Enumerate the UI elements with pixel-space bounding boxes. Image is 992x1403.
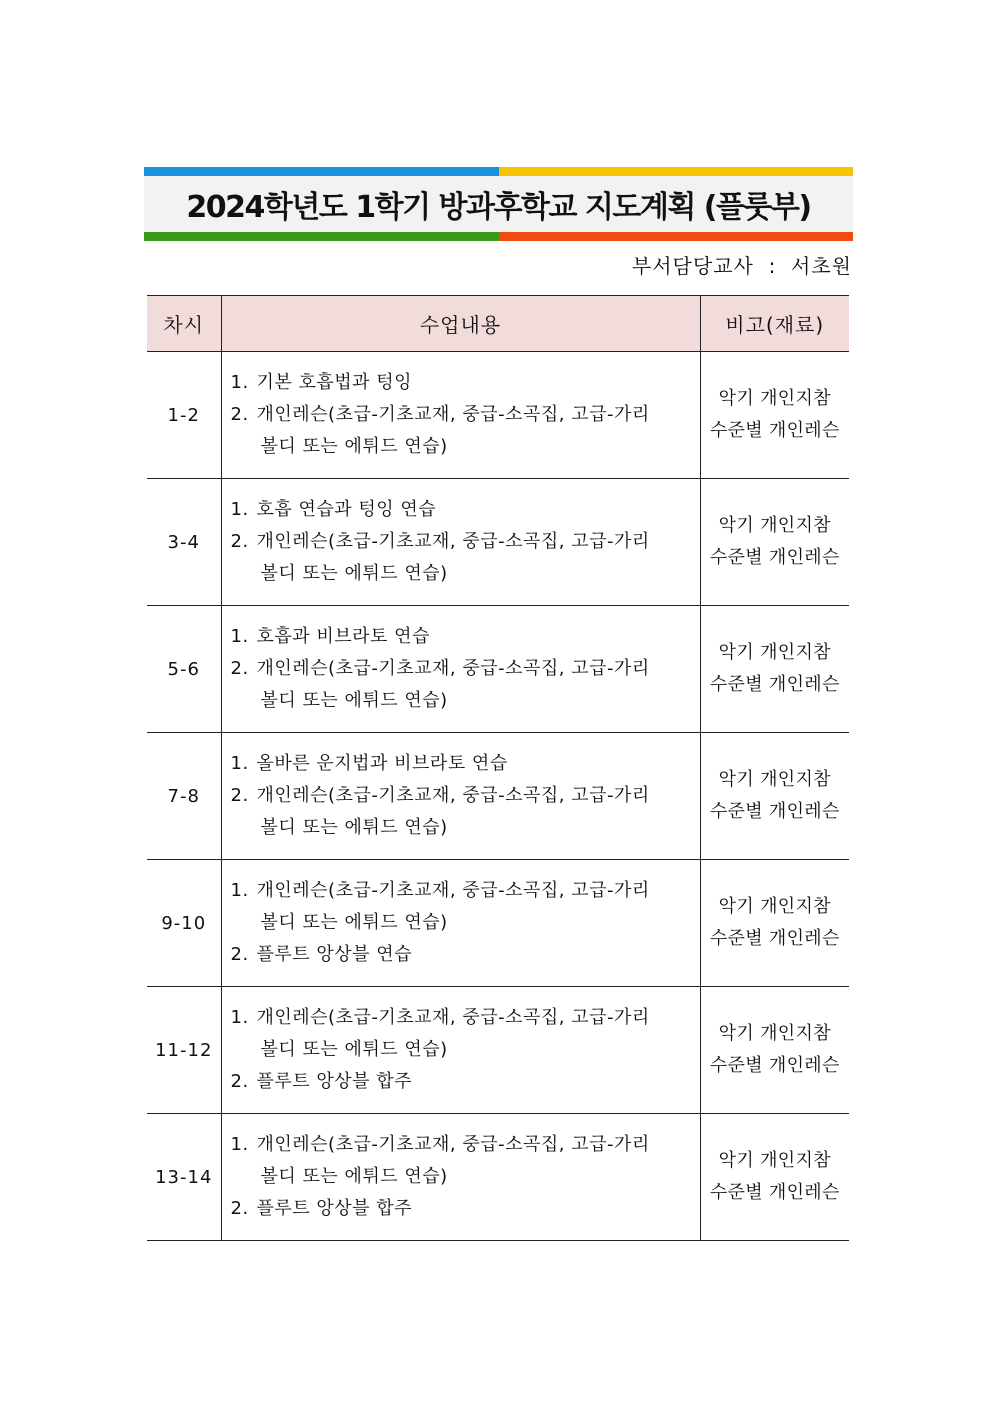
content-line: [231, 907, 700, 939]
table-body: [147, 352, 849, 1241]
teacher-separator: :: [768, 254, 777, 278]
line-text: 호흡과 비브라토 연습: [256, 626, 430, 647]
line-number: 1.: [230, 753, 249, 774]
line-text: 플루트 앙상블 합주: [256, 1071, 413, 1092]
content-line: [231, 526, 700, 558]
content-line: [231, 1193, 700, 1225]
line-text: 볼디 또는 에튀드 연습): [260, 1166, 448, 1187]
table-row: [147, 733, 849, 860]
content-cell: [221, 606, 700, 733]
line-text: 개인레슨(초급-기초교재, 중급-소곡집, 고급-가리: [256, 658, 650, 679]
note-line: 악기 개인지참: [718, 1150, 831, 1171]
table-header-row: [147, 296, 849, 352]
table-row: [147, 987, 849, 1114]
line-text: 개인레슨(초급-기초교재, 중급-소곡집, 고급-가리: [256, 531, 650, 552]
line-text: 플루트 앙상블 연습: [256, 944, 413, 965]
content-line: [231, 812, 700, 844]
line-text: 개인레슨(초급-기초교재, 중급-소곡집, 고급-가리: [256, 785, 650, 806]
line-text: 볼디 또는 에튀드 연습): [260, 912, 448, 933]
notes-cell: [700, 987, 849, 1114]
table-row: [147, 352, 849, 479]
line-text: 개인레슨(초급-기초교재, 중급-소곡집, 고급-가리: [256, 404, 650, 425]
banner-stripe-blue: [144, 167, 499, 176]
content-line: [231, 685, 700, 717]
note-line: 악기 개인지참: [718, 515, 831, 536]
content-line: [231, 939, 700, 971]
notes-cell: [700, 479, 849, 606]
content-cell: [221, 733, 700, 860]
line-number: 1.: [230, 880, 249, 901]
note-line: 악기 개인지참: [718, 388, 831, 409]
line-number: 2.: [230, 944, 249, 965]
table-row: [147, 606, 849, 733]
content-line: [231, 1161, 700, 1193]
line-text: 올바른 운지법과 비브라토 연습: [256, 753, 508, 774]
lesson-plan-table: [147, 295, 849, 1241]
line-number: 2.: [230, 785, 249, 806]
banner-stripe-orange: [499, 232, 853, 241]
notes-cell: [700, 1114, 849, 1241]
teacher-label: 부서담당교사: [631, 254, 754, 278]
notes-cell: [700, 860, 849, 987]
note-line: 악기 개인지참: [718, 896, 831, 917]
content-line: [231, 875, 700, 907]
content-line: [231, 431, 700, 463]
line-text: 개인레슨(초급-기초교재, 중급-소곡집, 고급-가리: [256, 880, 650, 901]
banner-body: [144, 176, 853, 232]
header-content: 수업내용: [221, 296, 700, 352]
line-text: 기본 호흡법과 텅잉: [256, 372, 413, 393]
session-cell: 3-4: [147, 479, 221, 606]
table-row: [147, 860, 849, 987]
note-line: 수준별 개인레슨: [709, 674, 840, 695]
table-row: [147, 479, 849, 606]
content-line: [231, 780, 700, 812]
header-notes: 비고(재료): [700, 296, 849, 352]
banner-stripe-yellow: [499, 167, 853, 176]
line-text: 볼디 또는 에튀드 연습): [260, 690, 448, 711]
line-number: 1.: [230, 499, 249, 520]
line-number: 2.: [230, 1198, 249, 1219]
line-text: 개인레슨(초급-기초교재, 중급-소곡집, 고급-가리: [256, 1134, 650, 1155]
content-line: [231, 1002, 700, 1034]
note-line: 수준별 개인레슨: [709, 1182, 840, 1203]
line-text: 개인레슨(초급-기초교재, 중급-소곡집, 고급-가리: [256, 1007, 650, 1028]
notes-cell: [700, 352, 849, 479]
line-text: 볼디 또는 에튀드 연습): [260, 817, 448, 838]
content-cell: [221, 352, 700, 479]
content-line: [231, 367, 700, 399]
line-number: 2.: [230, 404, 249, 425]
line-number: 1.: [230, 1134, 249, 1155]
table-row: [147, 1114, 849, 1241]
teacher-name: 서초원: [791, 254, 852, 278]
notes-cell: [700, 733, 849, 860]
line-number: 1.: [230, 372, 249, 393]
note-line: 수준별 개인레슨: [709, 801, 840, 822]
content-line: [231, 1066, 700, 1098]
note-line: 수준별 개인레슨: [709, 420, 840, 441]
session-cell: 9-10: [147, 860, 221, 987]
line-number: 1.: [230, 626, 249, 647]
line-text: 호흡 연습과 텅잉 연습: [256, 499, 437, 520]
content-line: [231, 399, 700, 431]
content-line: [231, 621, 700, 653]
header-session: 차시: [147, 296, 221, 352]
content-line: [231, 748, 700, 780]
note-line: 악기 개인지참: [718, 769, 831, 790]
session-cell: 13-14: [147, 1114, 221, 1241]
title-banner: [144, 167, 853, 241]
session-cell: 7-8: [147, 733, 221, 860]
banner-stripe-green: [144, 232, 499, 241]
content-cell: [221, 987, 700, 1114]
line-number: 2.: [230, 658, 249, 679]
session-cell: 1-2: [147, 352, 221, 479]
content-cell: [221, 479, 700, 606]
line-number: 1.: [230, 1007, 249, 1028]
page-title: 2024학년도 1학기 방과후학교 지도계획 (플룻부): [186, 190, 811, 225]
content-line: [231, 653, 700, 685]
notes-cell: [700, 606, 849, 733]
session-cell: 5-6: [147, 606, 221, 733]
line-number: 2.: [230, 1071, 249, 1092]
content-line: [231, 1129, 700, 1161]
note-line: 수준별 개인레슨: [709, 928, 840, 949]
teacher-line: [632, 250, 852, 279]
line-text: 볼디 또는 에튀드 연습): [260, 563, 448, 584]
note-line: 악기 개인지참: [718, 642, 831, 663]
note-line: 수준별 개인레슨: [709, 1055, 840, 1076]
content-cell: [221, 860, 700, 987]
note-line: 악기 개인지참: [718, 1023, 831, 1044]
content-line: [231, 494, 700, 526]
content-line: [231, 1034, 700, 1066]
content-cell: [221, 1114, 700, 1241]
line-number: 2.: [230, 531, 249, 552]
line-text: 플루트 앙상블 합주: [256, 1198, 413, 1219]
content-line: [231, 558, 700, 590]
session-cell: 11-12: [147, 987, 221, 1114]
line-text: 볼디 또는 에튀드 연습): [260, 436, 448, 457]
note-line: 수준별 개인레슨: [709, 547, 840, 568]
line-text: 볼디 또는 에튀드 연습): [260, 1039, 448, 1060]
